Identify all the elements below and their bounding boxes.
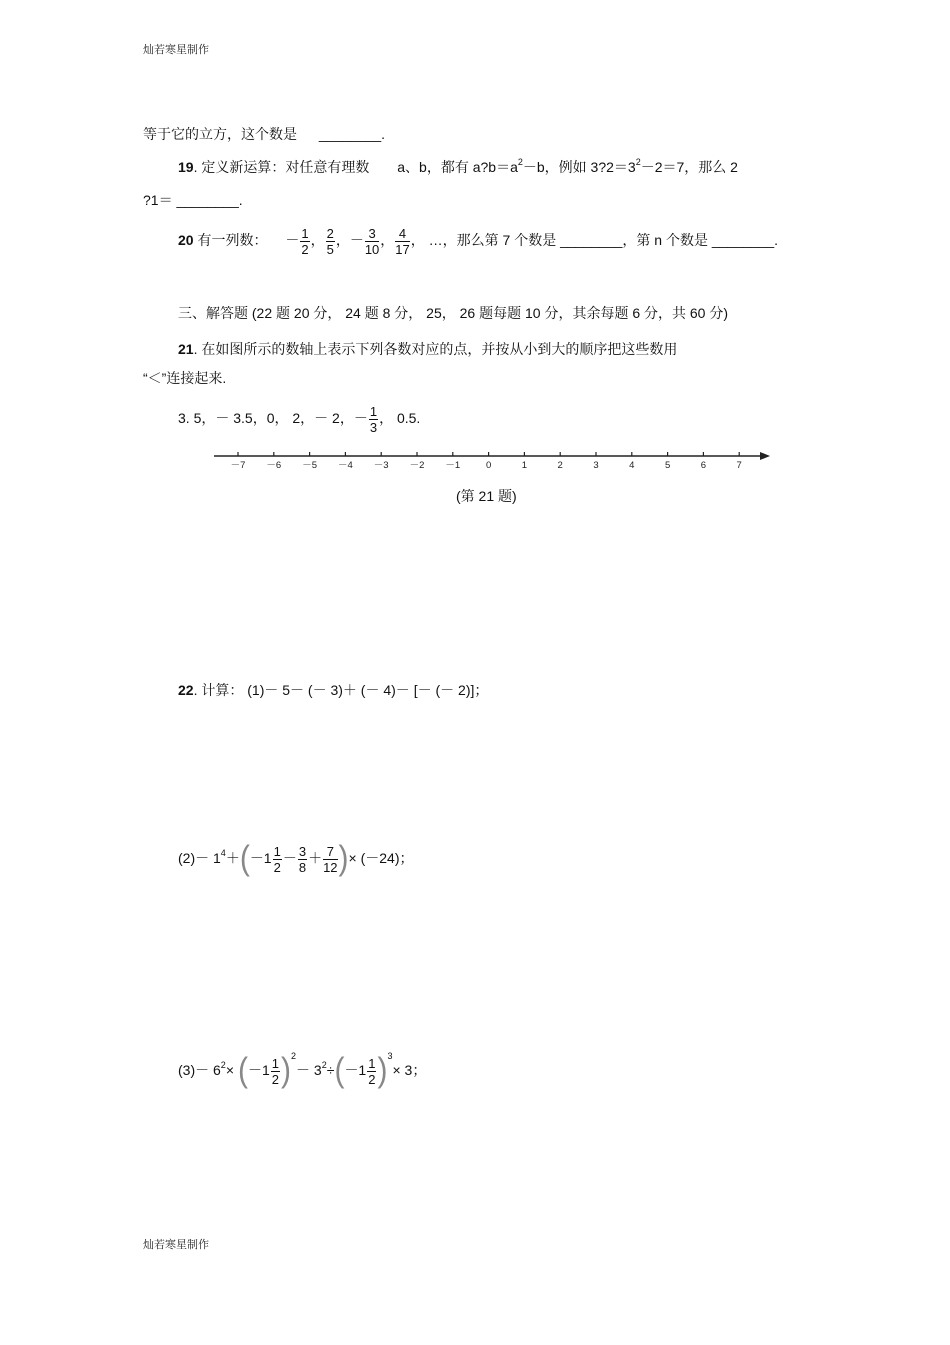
q20-fraction: [326, 226, 335, 257]
axis-tick-label: －4: [338, 460, 353, 471]
axis-tick-label: 6: [700, 460, 707, 471]
axis-tick-label: 3: [593, 460, 599, 471]
frac-num: 2: [326, 225, 334, 241]
q21-numbers: [178, 400, 420, 436]
q19-line2: ?1＝ ________.: [143, 192, 243, 208]
q22-p2-tail: × (－24)；: [348, 850, 414, 866]
frac-den: 2: [271, 1071, 280, 1087]
number-line-arrow: [760, 452, 770, 460]
q22-number: 22: [178, 682, 194, 698]
q22-p3-exp: 2: [220, 1060, 226, 1070]
q22-p2-exp: 4: [220, 848, 226, 858]
q22-p3-frac2: [367, 1056, 376, 1087]
q20-separator: ，: [410, 232, 425, 248]
q22-p2-a-sign: －1: [249, 850, 272, 866]
axis-tick-label: －2: [409, 460, 425, 471]
q21-text2: “＜”连接起来.: [143, 370, 227, 386]
axis-tick-label: －3: [373, 460, 389, 471]
axis-tick-label: －1: [445, 460, 461, 471]
axis-tick-label: 7: [736, 460, 742, 471]
frac-den: 12: [323, 859, 338, 875]
axis-tick-label: 5: [664, 460, 671, 471]
frac-num: 4: [395, 226, 409, 242]
q22-p3-frac1: [271, 1056, 280, 1087]
frac-den: 2: [368, 1071, 376, 1087]
q20-separator: ，: [310, 232, 325, 248]
q22-p2-frac1: [273, 844, 282, 875]
q22-p2-plus2: ＋: [308, 850, 323, 866]
axis-tick-label: 0: [485, 460, 492, 471]
number-line-ticks: [231, 452, 742, 471]
q21-text: . 在如图所示的数轴上表示下列各数对应的点，并按从小到大的顺序把这些数用: [193, 341, 678, 357]
q19-lead: . 定义新运算：对任意有理数: [193, 159, 370, 175]
q20-term-sign: －: [285, 232, 300, 248]
frac-num: 1: [368, 1055, 376, 1071]
q21-caption: (第 21 题): [456, 488, 517, 504]
axis-tick-label: －5: [302, 460, 317, 471]
q22-p3-times: ×: [225, 1062, 234, 1078]
number-line: [210, 448, 780, 478]
q18-text: 等于它的立方，这个数是: [143, 126, 297, 142]
page-footer: 灿若寒星制作: [143, 1239, 209, 1251]
q22-p2-plus: ＋: [225, 850, 240, 866]
q21-numbers-post: ， 0.5.: [379, 410, 421, 426]
q22-p3-mid-exp: 2: [321, 1060, 327, 1070]
right-paren: ): [377, 1051, 388, 1090]
q22-p3-div: ÷: [326, 1062, 335, 1078]
frac-num: 1: [273, 843, 281, 859]
q20-separator: ，: [380, 232, 395, 248]
q22-p3-exp-b: 3: [387, 1051, 393, 1061]
q20-separator: ，: [335, 232, 350, 248]
q20-term: [285, 225, 325, 257]
q19-mid-exp: 2: [635, 157, 641, 167]
frac-num: 3: [298, 843, 307, 859]
q20-tail: …，那么第 7 个数是 ________，第 n 个数是 ________.: [428, 232, 779, 248]
axis-tick-label: 4: [629, 460, 635, 471]
question-22-part2: [178, 838, 414, 878]
section-3-heading: 三、解答题 (22 题 20 分， 24 题 8 分， 25， 26 题每题 10 分，其余每题 6 分，共 60 分): [178, 305, 729, 321]
q22-p1: . 计算： (1)－ 5－ (－ 3)＋ (－ 4)－ [－ (－ 2)]；: [193, 682, 489, 698]
q22-p2-frac2: [298, 844, 307, 875]
frac-den: 2: [301, 241, 309, 257]
q21-frac-num: 1: [369, 403, 378, 419]
q19-number: 19: [178, 159, 194, 175]
axis-tick-label: 1: [521, 460, 528, 471]
q18-tail: [143, 124, 385, 144]
q22-p3-a-sign: －1: [248, 1062, 270, 1078]
q22-p2-frac3: [323, 844, 337, 875]
q20-fraction: [365, 226, 379, 257]
frac-den: 10: [364, 241, 380, 257]
q20-fraction: [300, 226, 309, 257]
axis-tick-label: －7: [230, 460, 246, 471]
question-21: [178, 339, 677, 359]
q22-p3-mid: － 3: [296, 1062, 322, 1078]
q21-numbers-pre: 3. 5，－ 3.5，0， 2，－ 2，－: [178, 410, 368, 426]
q21-fraction: [369, 404, 378, 435]
question-22-part3: [178, 1050, 426, 1090]
frac-num: 1: [271, 1055, 280, 1071]
frac-num: 1: [301, 225, 309, 241]
q22-p3-pre: (3)－ 6: [178, 1062, 221, 1078]
frac-den: 8: [298, 859, 307, 875]
q20-number: 20: [178, 232, 194, 248]
q19-vars: a、b，都有 a?b＝a: [397, 159, 518, 175]
q22-p2-minus: －: [282, 850, 297, 866]
q21-number: 21: [178, 341, 194, 357]
question-22-part1: [178, 680, 488, 700]
q20-term-sign: －: [349, 232, 364, 248]
question-20: [178, 222, 778, 258]
left-paren: (: [239, 839, 250, 878]
axis-tick-label: 2: [557, 460, 563, 471]
q20-term: [349, 225, 395, 257]
frac-den: 17: [395, 241, 410, 257]
right-paren: ): [281, 1051, 292, 1090]
q20-term: [394, 225, 425, 257]
page-header: 灿若寒星制作: [143, 44, 209, 56]
left-paren: (: [334, 1051, 345, 1090]
q19-exp: 2: [517, 157, 523, 167]
q22-p3-b-sign: －1: [344, 1062, 367, 1078]
left-paren: (: [238, 1051, 248, 1090]
q19-tail: －2＝7，那么 2: [640, 159, 738, 175]
question-19: [178, 157, 738, 177]
q22-p3-exp-a: 2: [291, 1051, 297, 1061]
frac-den: 2: [273, 859, 281, 875]
q22-p3-tail: × 3；: [392, 1062, 427, 1078]
q19-mid: －b，例如 3?2＝3: [522, 159, 636, 175]
frac-num: 3: [365, 226, 379, 242]
q20-lead: 有一列数：: [197, 232, 268, 248]
q21-frac-den: 3: [369, 419, 378, 435]
q20-sequence: [285, 225, 425, 257]
q18-blank: ________.: [318, 126, 386, 142]
q20-fraction: [395, 226, 409, 257]
frac-den: 5: [326, 241, 334, 257]
frac-num: 7: [323, 844, 337, 860]
axis-tick-label: －6: [266, 460, 282, 471]
q20-term: [325, 225, 350, 257]
q22-p2-pre: (2)－ 1: [178, 850, 221, 866]
right-paren: ): [338, 839, 349, 878]
